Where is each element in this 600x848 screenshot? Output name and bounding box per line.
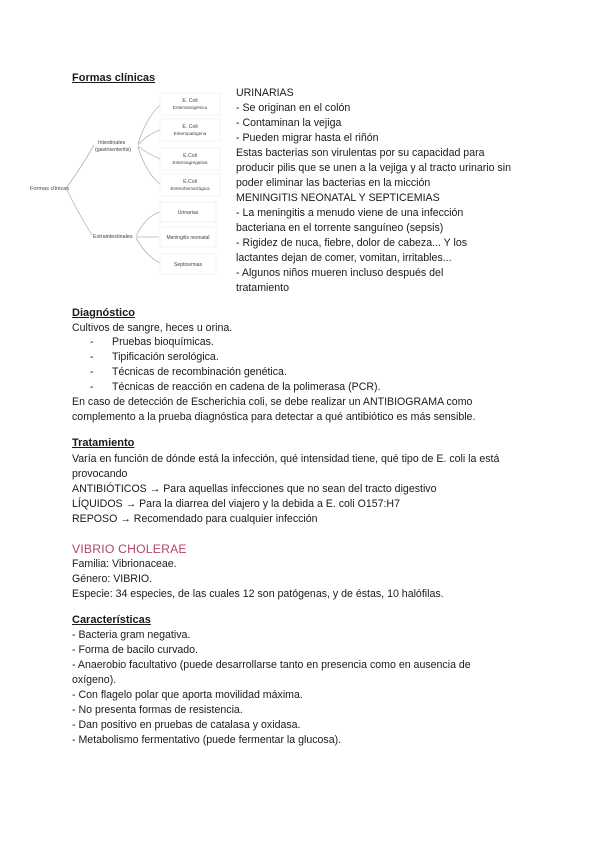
- list-item: [90, 365, 381, 380]
- diagram-intestinales-sub: (gastroenteritis): [95, 147, 132, 153]
- diagram-edge-leaf: [138, 105, 160, 144]
- vibrio-line: Especie: 34 especies, de las cuales 12 son patógenas, y de éstas, 10 halófilas.: [72, 588, 444, 600]
- caracteristica-line: - Con flagelo polar que aporta movilidad máxima.: [72, 689, 303, 701]
- list-item-text: Técnicas de reacción en cadena de la polimerasa (PCR).: [112, 381, 381, 393]
- caracteristica-line: - Bacteria gram negativa.: [72, 629, 191, 641]
- caracteristica-line: - Anaerobio facultativo (puede desarrollarse tanto en presencia como en ausencia de: [72, 659, 471, 671]
- tratamiento-line: provocando: [72, 468, 128, 480]
- tratamiento-body: [72, 452, 499, 527]
- formas-line: - La meningitis a menudo viene de una infección: [236, 207, 464, 219]
- formas-line: Estas bacterias son virulentas por su capacidad para: [236, 147, 485, 159]
- diagram-leaf-box: [160, 174, 220, 196]
- caracteristica-line: - Metabolismo fermentativo (puede fermentar la glucosa).: [72, 734, 342, 746]
- diagram-leaf-text: E.Coli: [183, 153, 197, 159]
- caracteristicas-heading: Características: [72, 614, 151, 626]
- diagram-leaf-text: E.Coli: [183, 179, 197, 185]
- tratamiento-line: LÍQUIDOS → Para la diarrea del viajero y la debida a E. coli O157:H7: [72, 498, 400, 510]
- formas-descripcion: [236, 86, 511, 296]
- diagram-leaf-text: Urinarias: [177, 210, 199, 216]
- caracteristica-line: - Dan positivo en pruebas de catalasa y oxidasa.: [72, 719, 301, 731]
- diagram-leaf-text: Enterotoxigénica: [172, 105, 208, 110]
- diagram-leaf-text: Septicemias: [173, 262, 203, 268]
- caracteristica-line: oxígeno).: [72, 674, 117, 686]
- diagnostico-heading: Diagnóstico: [72, 307, 135, 319]
- diagram-leaf-box: [160, 119, 220, 141]
- diagram-edge-intestinales: [66, 145, 94, 188]
- formas-line: - Algunos niños mueren incluso después del: [236, 267, 444, 279]
- diagram-intestinales-label: Intestinales: [98, 140, 126, 146]
- vibrio-title: VIBRIO CHOLERAE: [72, 542, 187, 556]
- note-line: En caso de detección de Escherichia coli, se debe realizar un ANTIBIOGRAMA como: [72, 396, 473, 408]
- diagnostico-bullets: [90, 335, 381, 395]
- diagram-root-label: Formas clínicas: [30, 186, 70, 192]
- diagram-edge-leaf: [138, 130, 160, 145]
- diagram-leaf-text: Enteropatógena: [173, 131, 207, 136]
- diagram-extraintestinales-label: Extraintestinales: [93, 234, 133, 240]
- caracteristicas-body: [72, 628, 471, 748]
- bullet-dash: -: [90, 366, 94, 378]
- diagram-edge-leaf: [136, 212, 160, 236]
- diagram-leaf-box: [160, 93, 220, 115]
- tratamiento-heading: Tratamiento: [72, 437, 135, 449]
- formas-line: - Contaminan la vejiga: [236, 117, 342, 129]
- tratamiento-line: ANTIBIÓTICOS → Para aquellas infecciones que no sean del tracto digestivo: [72, 483, 437, 495]
- list-item: [90, 380, 381, 395]
- formas-line: URINARIAS: [236, 87, 294, 99]
- formas-line: MENINGITIS NEONATAL Y SEPTICEMIAS: [236, 192, 440, 204]
- caracteristica-line: - No presenta formas de resistencia.: [72, 704, 243, 716]
- formas-line: - Rigidez de nuca, fiebre, dolor de cabeza... Y los: [236, 237, 468, 249]
- diagram-leaf-box: [160, 148, 220, 170]
- diagram-leaf-text: Enteroagregativa: [172, 160, 208, 165]
- diagram-leaf-text: Meningitis neonatal: [166, 235, 210, 241]
- list-item: [90, 335, 381, 350]
- formas-clinicas-diagram: [26, 88, 231, 283]
- formas-line: bacteriana en el torrente sanguíneo (sepsis): [236, 222, 444, 234]
- list-item-text: Pruebas bioquímicas.: [112, 336, 214, 348]
- diagram-leaf-text: E. Coli: [182, 124, 198, 130]
- vibrio-line: Familia: Vibrionaceae.: [72, 558, 177, 570]
- diagnostico-intro: Cultivos de sangre, heces u orina.: [72, 322, 233, 334]
- vibrio-body: [72, 557, 444, 602]
- diagnostico-note: [72, 395, 475, 425]
- formas-line: - Pueden migrar hasta el riñón: [236, 132, 379, 144]
- list-item-text: Tipificación serológica.: [112, 351, 219, 363]
- bullet-dash: -: [90, 336, 94, 348]
- formas-line: lactantes dejan de comer, vomitan, irritables...: [236, 252, 452, 264]
- diagram-edge-leaf: [138, 147, 160, 184]
- vibrio-line: Género: VIBRIO.: [72, 573, 153, 585]
- formas-clinicas-heading: Formas clínicas: [72, 72, 156, 84]
- bullet-dash: -: [90, 381, 94, 393]
- bullet-dash: -: [90, 351, 94, 363]
- list-item-text: Técnicas de recombinación genética.: [112, 366, 287, 378]
- diagram-leaf-text: Enterohemorrágica: [170, 186, 210, 191]
- formas-line: poder eliminar las bacterias en la micción: [236, 177, 431, 189]
- diagram-leaf-text: E. Coli: [182, 98, 198, 104]
- formas-line: tratamiento: [236, 282, 289, 294]
- diagram-edge-extra: [66, 188, 92, 235]
- diagram-edge-leaf: [136, 238, 160, 263]
- tratamiento-line: REPOSO → Recomendado para cualquier infección: [72, 513, 318, 525]
- caracteristica-line: - Forma de bacilo curvado.: [72, 644, 199, 656]
- formas-line: producir pilis que se unen a la vejiga y al tracto urinario sin: [236, 162, 511, 174]
- list-item: [90, 350, 381, 365]
- formas-line: - Se originan en el colón: [236, 102, 351, 114]
- note-line: complemento a la prueba diagnóstica para detectar a qué antibiótico es más sensible.: [72, 411, 476, 423]
- tratamiento-line: Varía en función de dónde está la infección, qué intensidad tiene, qué tipo de E. coli la está: [72, 453, 500, 465]
